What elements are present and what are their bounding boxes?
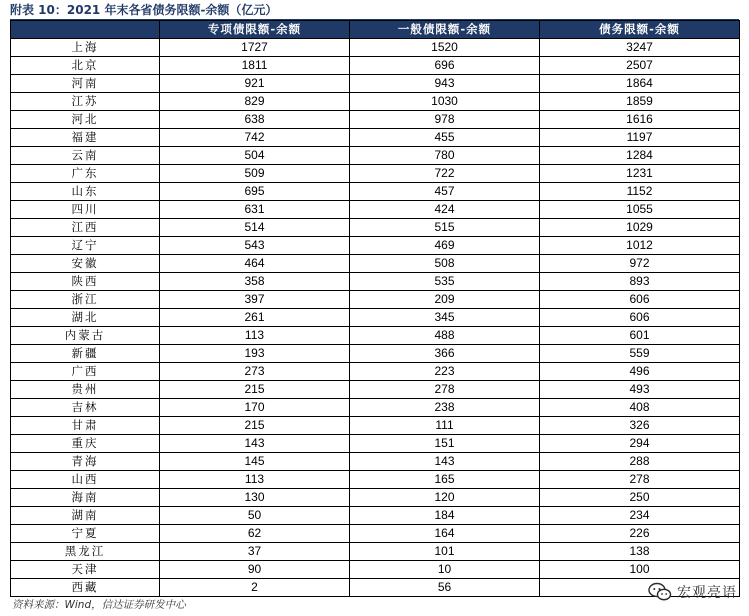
cell-total-debt: 893 <box>540 273 740 291</box>
table-row <box>11 291 740 309</box>
cell-province: 海南 <box>11 489 160 507</box>
cell-general-bond: 943 <box>350 75 540 93</box>
cell-general-bond: 164 <box>350 525 540 543</box>
cell-total-debt: 326 <box>540 417 740 435</box>
cell-total-debt: 493 <box>540 381 740 399</box>
cell-general-bond: 345 <box>350 309 540 327</box>
table-row <box>11 237 740 255</box>
cell-province: 天津 <box>11 561 160 579</box>
cell-province: 江苏 <box>11 93 160 111</box>
cell-special-bond: 504 <box>160 147 350 165</box>
cell-special-bond: 193 <box>160 345 350 363</box>
cell-special-bond: 62 <box>160 525 350 543</box>
cell-province: 山东 <box>11 183 160 201</box>
cell-province: 重庆 <box>11 435 160 453</box>
cell-total-debt: 288 <box>540 453 740 471</box>
cell-general-bond: 165 <box>350 471 540 489</box>
table-row <box>11 165 740 183</box>
cell-total-debt: 559 <box>540 345 740 363</box>
cell-province: 上海 <box>11 39 160 57</box>
cell-general-bond: 209 <box>350 291 540 309</box>
cell-general-bond: 278 <box>350 381 540 399</box>
cell-special-bond: 261 <box>160 309 350 327</box>
cell-total-debt: 294 <box>540 435 740 453</box>
cell-special-bond: 514 <box>160 219 350 237</box>
cell-total-debt: 1055 <box>540 201 740 219</box>
cell-province: 陕西 <box>11 273 160 291</box>
cell-special-bond: 921 <box>160 75 350 93</box>
cell-province: 青海 <box>11 453 160 471</box>
cell-general-bond: 696 <box>350 57 540 75</box>
cell-total-debt: 226 <box>540 525 740 543</box>
table-row <box>11 273 740 291</box>
cell-general-bond: 120 <box>350 489 540 507</box>
table-row <box>11 75 740 93</box>
table-row <box>11 201 740 219</box>
table-row <box>11 525 740 543</box>
table-row <box>11 435 740 453</box>
cell-general-bond: 1030 <box>350 93 540 111</box>
table-row <box>11 93 740 111</box>
cell-province: 湖南 <box>11 507 160 525</box>
cell-total-debt: 1864 <box>540 75 740 93</box>
cell-total-debt: 1231 <box>540 165 740 183</box>
cell-special-bond: 50 <box>160 507 350 525</box>
table-body <box>11 39 740 597</box>
cell-total-debt: 601 <box>540 327 740 345</box>
cell-total-debt: 1616 <box>540 111 740 129</box>
cell-total-debt: 250 <box>540 489 740 507</box>
cell-special-bond: 90 <box>160 561 350 579</box>
table-row <box>11 579 740 597</box>
cell-total-debt: 234 <box>540 507 740 525</box>
cell-total-debt: 408 <box>540 399 740 417</box>
table-row <box>11 129 740 147</box>
cell-general-bond: 151 <box>350 435 540 453</box>
table-row <box>11 561 740 579</box>
cell-province: 北京 <box>11 57 160 75</box>
cell-general-bond: 457 <box>350 183 540 201</box>
cell-province: 贵州 <box>11 381 160 399</box>
cell-total-debt: 606 <box>540 309 740 327</box>
cell-province: 新疆 <box>11 345 160 363</box>
table-row <box>11 345 740 363</box>
cell-total-debt: 1859 <box>540 93 740 111</box>
cell-general-bond: 1520 <box>350 39 540 57</box>
cell-general-bond: 455 <box>350 129 540 147</box>
cell-general-bond: 56 <box>350 579 540 597</box>
table-row <box>11 453 740 471</box>
wechat-icon <box>648 582 672 602</box>
cell-special-bond: 113 <box>160 471 350 489</box>
cell-total-debt: 1284 <box>540 147 740 165</box>
cell-general-bond: 184 <box>350 507 540 525</box>
cell-special-bond: 509 <box>160 165 350 183</box>
header-province <box>11 21 160 39</box>
cell-special-bond: 543 <box>160 237 350 255</box>
cell-general-bond: 143 <box>350 453 540 471</box>
cell-special-bond: 145 <box>160 453 350 471</box>
cell-general-bond: 978 <box>350 111 540 129</box>
cell-total-debt: 1197 <box>540 129 740 147</box>
cell-province: 河南 <box>11 75 160 93</box>
cell-special-bond: 742 <box>160 129 350 147</box>
cell-total-debt: 1012 <box>540 237 740 255</box>
cell-special-bond: 273 <box>160 363 350 381</box>
cell-special-bond: 215 <box>160 381 350 399</box>
cell-special-bond: 358 <box>160 273 350 291</box>
table-row <box>11 309 740 327</box>
table-row <box>11 183 740 201</box>
cell-general-bond: 508 <box>350 255 540 273</box>
cell-special-bond: 1811 <box>160 57 350 75</box>
table-header-row <box>11 21 740 39</box>
cell-province: 甘肃 <box>11 417 160 435</box>
cell-province: 内蒙古 <box>11 327 160 345</box>
cell-special-bond: 829 <box>160 93 350 111</box>
table-row <box>11 219 740 237</box>
cell-general-bond: 488 <box>350 327 540 345</box>
cell-special-bond: 2 <box>160 579 350 597</box>
cell-general-bond: 366 <box>350 345 540 363</box>
table-row <box>11 381 740 399</box>
cell-province: 宁夏 <box>11 525 160 543</box>
cell-special-bond: 143 <box>160 435 350 453</box>
cell-province: 江西 <box>11 219 160 237</box>
cell-special-bond: 37 <box>160 543 350 561</box>
cell-province: 云南 <box>11 147 160 165</box>
table-row <box>11 39 740 57</box>
table-row <box>11 489 740 507</box>
cell-total-debt: 972 <box>540 255 740 273</box>
header-general-bond: 一般债限额-余额 <box>350 21 540 39</box>
cell-total-debt: 138 <box>540 543 740 561</box>
table-row <box>11 111 740 129</box>
cell-general-bond: 424 <box>350 201 540 219</box>
cell-general-bond: 722 <box>350 165 540 183</box>
cell-province: 辽宁 <box>11 237 160 255</box>
cell-special-bond: 1727 <box>160 39 350 57</box>
cell-province: 山西 <box>11 471 160 489</box>
debt-limit-table <box>10 20 740 597</box>
cell-general-bond: 535 <box>350 273 540 291</box>
cell-province: 安徽 <box>11 255 160 273</box>
cell-special-bond: 695 <box>160 183 350 201</box>
cell-general-bond: 111 <box>350 417 540 435</box>
table-title: 附表 10：2021 年末各省债务限额-余额（亿元） <box>10 3 278 17</box>
cell-total-debt: 1152 <box>540 183 740 201</box>
cell-total-debt: 496 <box>540 363 740 381</box>
header-special-bond: 专项债限额-余额 <box>160 21 350 39</box>
cell-general-bond: 469 <box>350 237 540 255</box>
table-row <box>11 543 740 561</box>
cell-total-debt: 1029 <box>540 219 740 237</box>
table-row <box>11 399 740 417</box>
cell-province: 黑龙江 <box>11 543 160 561</box>
table-row <box>11 507 740 525</box>
cell-province: 浙江 <box>11 291 160 309</box>
cell-general-bond: 780 <box>350 147 540 165</box>
cell-special-bond: 130 <box>160 489 350 507</box>
cell-special-bond: 638 <box>160 111 350 129</box>
table-row <box>11 363 740 381</box>
cell-general-bond: 223 <box>350 363 540 381</box>
cell-special-bond: 464 <box>160 255 350 273</box>
table-row <box>11 327 740 345</box>
cell-total-debt: 100 <box>540 561 740 579</box>
cell-general-bond: 515 <box>350 219 540 237</box>
cell-special-bond: 397 <box>160 291 350 309</box>
cell-general-bond: 238 <box>350 399 540 417</box>
table-row <box>11 147 740 165</box>
cell-province: 西藏 <box>11 579 160 597</box>
cell-province: 福建 <box>11 129 160 147</box>
source-note: 资料来源：Wind，信达证券研发中心 <box>12 599 186 611</box>
cell-total-debt: 278 <box>540 471 740 489</box>
table-row <box>11 471 740 489</box>
cell-special-bond: 215 <box>160 417 350 435</box>
cell-special-bond: 631 <box>160 201 350 219</box>
watermark <box>648 582 737 602</box>
cell-general-bond: 10 <box>350 561 540 579</box>
table-row <box>11 57 740 75</box>
cell-province: 吉林 <box>11 399 160 417</box>
cell-total-debt: 606 <box>540 291 740 309</box>
cell-total-debt: 2507 <box>540 57 740 75</box>
cell-province: 四川 <box>11 201 160 219</box>
table-row <box>11 417 740 435</box>
cell-province: 广西 <box>11 363 160 381</box>
watermark-text: 宏观亮语 <box>677 585 737 601</box>
cell-special-bond: 170 <box>160 399 350 417</box>
cell-province: 湖北 <box>11 309 160 327</box>
cell-special-bond: 113 <box>160 327 350 345</box>
header-total-debt: 债务限额-余额 <box>540 21 740 39</box>
cell-province: 广东 <box>11 165 160 183</box>
cell-general-bond: 101 <box>350 543 540 561</box>
cell-province: 河北 <box>11 111 160 129</box>
cell-total-debt: 3247 <box>540 39 740 57</box>
table-row <box>11 255 740 273</box>
